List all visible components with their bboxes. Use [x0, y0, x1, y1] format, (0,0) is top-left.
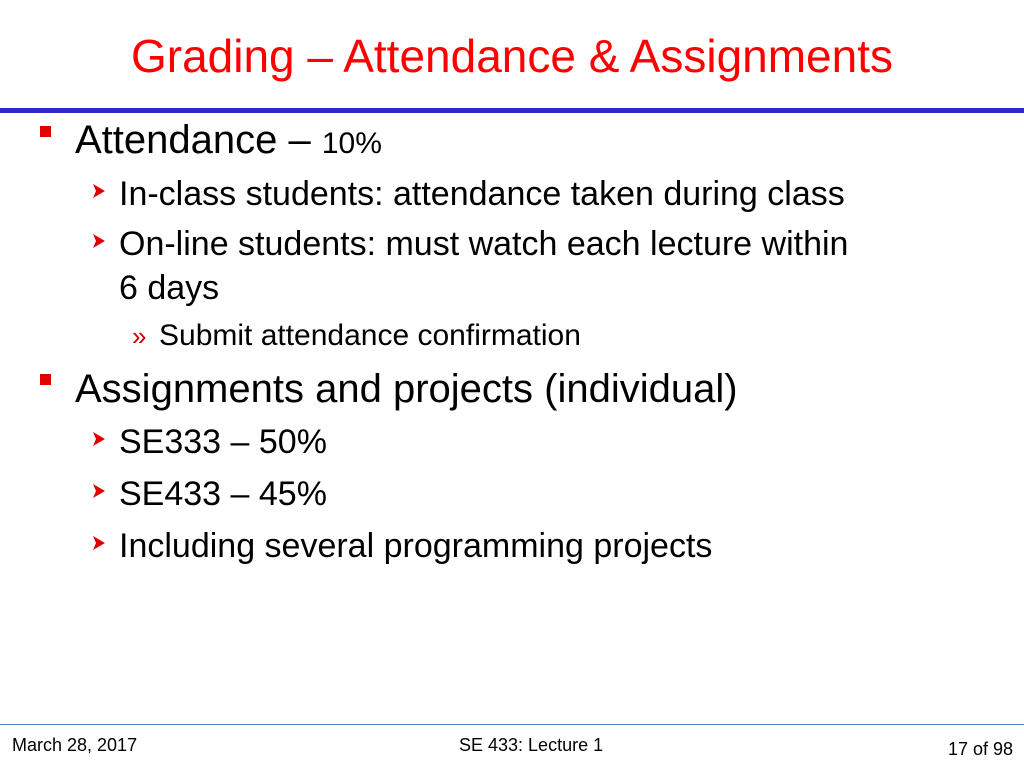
bullet-online: On-line students: must watch each lecture within: [119, 225, 849, 263]
footer-divider: [0, 724, 1024, 725]
bullet-attendance: [75, 117, 382, 167]
bullet-se333: SE333 – 50%: [119, 423, 327, 461]
attendance-heading: Attendance –: [75, 118, 311, 162]
title-divider: [0, 108, 1024, 113]
arrowhead-bullet-icon: [90, 232, 108, 250]
footer-page-number: 17 of 98: [947, 739, 1013, 759]
bullet-online-continued: 6 days: [119, 269, 220, 307]
arrowhead-bullet-icon: [90, 182, 108, 200]
arrowhead-bullet-icon: [90, 482, 108, 500]
arrowhead-bullet-icon: [90, 534, 108, 552]
arrowhead-bullet-icon: [90, 430, 108, 448]
attendance-weight: 10%: [321, 127, 382, 160]
slide-title: Grading – Attendance & Assignments: [130, 30, 894, 82]
bullet-assignments: Assignments and projects (individual): [75, 367, 738, 411]
raquo-bullet-icon: »: [132, 321, 147, 351]
bullet-submit-confirmation: Submit attendance confirmation: [159, 319, 581, 352]
square-bullet-icon: [40, 126, 51, 137]
bullet-se433: SE433 – 45%: [119, 475, 327, 513]
bullet-in-class: In-class students: attendance taken during class: [119, 175, 845, 213]
footer-date: March 28, 2017: [12, 735, 138, 755]
square-bullet-icon: [40, 374, 51, 385]
footer-course: SE 433: Lecture 1: [459, 735, 604, 755]
bullet-programming-projects: Including several programming projects: [119, 527, 713, 565]
